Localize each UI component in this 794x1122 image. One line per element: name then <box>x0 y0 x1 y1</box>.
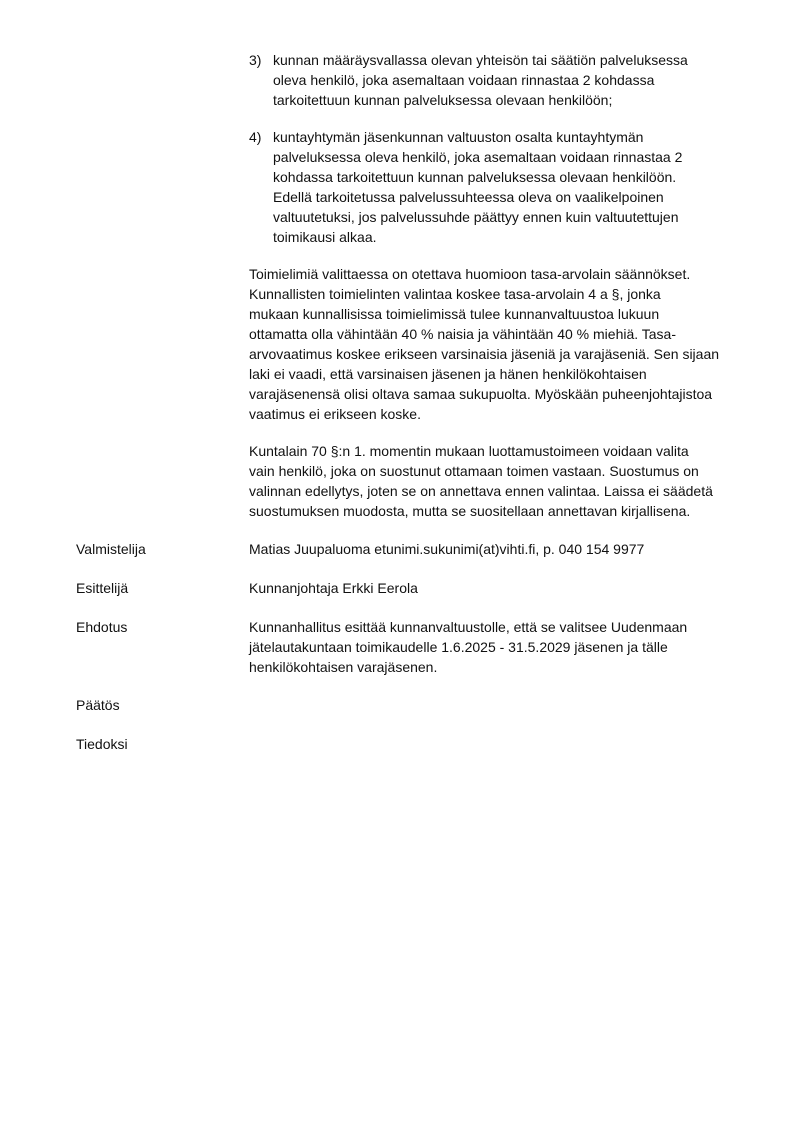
paragraph-line: suostumuksen muodosta, mutta se suositellaan annettavan kirjallisena. <box>249 503 691 519</box>
paragraph-line: arvovaatimus koskee erikseen varsinaisia jäseniä ja varajäseniä. Sen sijaan <box>249 346 720 362</box>
list-text-line: kohdassa tarkoitettuun kunnan palveluksessa olevaan henkilöön. <box>273 169 677 185</box>
field-value: jätelautakuntaan toimikaudelle 1.6.2025 - 31.5.2029 jäsenen ja tälle <box>249 639 668 655</box>
paragraph-line: Toimielimiä valittaessa on otettava huomioon tasa-arvolain säännökset. <box>249 266 691 282</box>
field-label: Ehdotus <box>76 619 128 635</box>
field-label: Esittelijä <box>76 580 129 596</box>
list-text-line: valtuutetuksi, jos palvelussuhde päättyy ennen kuin valtuutettujen <box>273 209 679 225</box>
field-value: Kunnanjohtaja Erkki Eerola <box>249 580 418 596</box>
field-label: Päätös <box>76 697 120 713</box>
list-text-line: palveluksessa oleva henkilö, joka asemaltaan voidaan rinnastaa 2 <box>273 149 683 165</box>
field-value: henkilökohtaisen varajäsenen. <box>249 659 438 675</box>
list-text-line: tarkoitettuun kunnan palveluksessa olevaan henkilöön; <box>273 92 613 108</box>
paragraph-line: mukaan kunnallisissa toimielimissä tulee kunnanvaltuustoa lukuun <box>249 306 660 322</box>
paragraph-line: ottamatta olla vähintään 40 % naisia ja vähintään 40 % miehiä. Tasa- <box>249 326 677 342</box>
paragraph-line: Kuntalain 70 §:n 1. momentin mukaan luottamustoimeen voidaan valita <box>249 443 689 459</box>
list-text-line: toimikausi alkaa. <box>273 229 377 245</box>
paragraph-line: varajäsenensä olisi oltava samaa sukupuolta. Myöskään puheenjohtajistoa <box>249 386 713 402</box>
paragraph-line: Kunnallisten toimielinten valintaa koskee tasa-arvolain 4 a §, jonka <box>249 286 661 302</box>
field-label: Valmistelija <box>76 541 146 557</box>
paragraph-line: laki ei vaadi, että varsinaisen jäsenen ja hänen henkilökohtaisen <box>249 366 647 382</box>
field-value: Kunnanhallitus esittää kunnanvaltuustolle, että se valitsee Uudenmaan <box>249 619 688 635</box>
paragraph-line: valinnan edellytys, joten se on annettava ennen valintaa. Laissa ei säädetä <box>249 483 713 499</box>
paragraph-line: vaatimus ei erikseen koske. <box>249 406 421 422</box>
field-value: Matias Juupaluoma etunimi.sukunimi(at)vihti.fi, p. 040 154 9977 <box>249 541 645 557</box>
list-text-line: oleva henkilö, joka asemaltaan voidaan rinnastaa 2 kohdassa <box>273 72 655 88</box>
list-text-line: kuntayhtymän jäsenkunnan valtuuston osalta kuntayhtymän <box>273 129 644 145</box>
list-number: 4) <box>249 129 262 145</box>
list-text-line: Edellä tarkoitetussa palvelussuhteessa oleva on vaalikelpoinen <box>273 189 664 205</box>
paragraph-line: vain henkilö, joka on suostunut ottamaan toimen vastaan. Suostumus on <box>249 463 699 479</box>
list-text-line: kunnan määräysvallassa olevan yhteisön tai säätiön palveluksessa <box>273 52 688 68</box>
field-label: Tiedoksi <box>76 736 128 752</box>
list-number: 3) <box>249 52 262 68</box>
